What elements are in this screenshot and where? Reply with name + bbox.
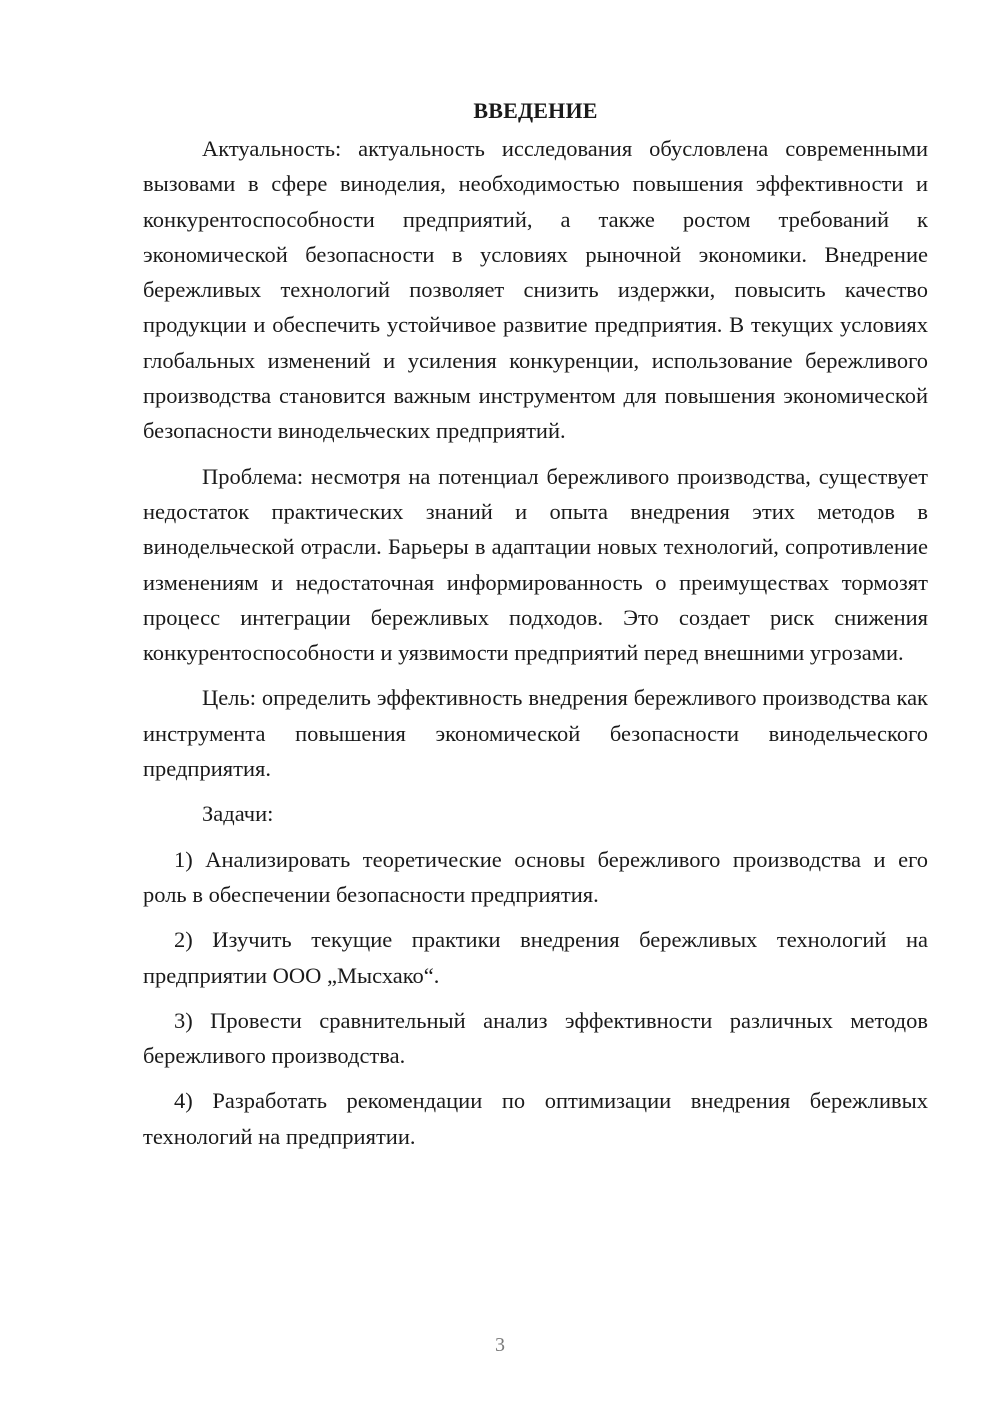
paragraph-goal: Цель: определить эффективность внедрения бережливого производства как инструмента повышения экономической безопасности винодельческого предприятия. <box>143 685 928 782</box>
paragraph-relevance: Актуальность: актуальность исследования обусловлена современными вызовами в сфере виноделия, необходимостью повышения эффективности и конкурентоспособности предприятий, а также ростом требований к экономической безопасности в условиях рыночной экономики. Внедрение бережливых технологий позволяет снизить издержки, повысить качество продукции и обеспечить устойчивое развитие предприятия. В текущих условиях глобальных изменений и усиления конкуренции, использование бережливого производства становится важным инструментом для повышения экономической безопасности винодельческих предприятий. <box>143 136 928 444</box>
paragraph-problem: Проблема: несмотря на потенциал бережливого производства, существует недостаток практических знаний и опыта внедрения этих методов в винодельческой отрасли. Барьеры в адаптации новых технологий, сопротивление изменениям и недостаточная информированность о преимуществах тормозят процесс интеграции бережливых подходов. Это создает риск снижения конкурентоспособности и уязвимости предприятий перед внешними угрозами. <box>143 463 928 666</box>
task-item-3: 3) Провести сравнительный анализ эффективности различных методов бережливого производства. <box>143 1007 928 1069</box>
page-title: ВВЕДЕНИЕ <box>473 98 598 123</box>
task-item-2: 2) Изучить текущие практики внедрения бережливых технологий на предприятии ООО „Мысхако“. <box>143 927 928 988</box>
paragraph-tasks-heading: Задачи: <box>202 801 274 827</box>
page-number: 3 <box>495 1334 505 1356</box>
task-item-1: 1) Анализировать теоретические основы бережливого производства и его роль в обеспечении безопасности предприятия. <box>143 846 928 907</box>
task-item-4: 4) Разработать рекомендации по оптимизации внедрения бережливых технологий на предприятии. <box>143 1088 928 1149</box>
text-column <box>143 95 928 1164</box>
